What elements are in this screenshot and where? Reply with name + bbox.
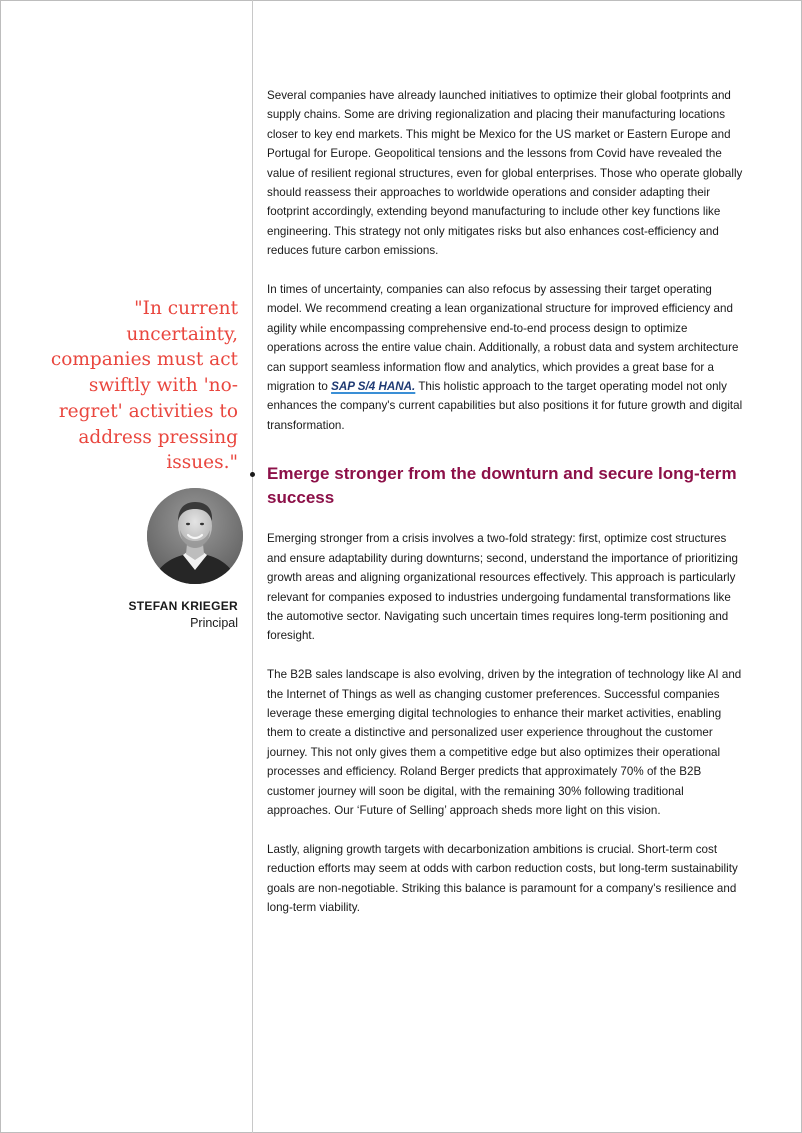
section-heading: Emerge stronger from the downturn and secure long-term success [267, 464, 737, 507]
paragraph-operating-model-text-end: This holistic approach to the target operating model not only enhances the company's current capabilities but also positions it for future growth and digital transformation. [267, 380, 743, 432]
main-column [267, 86, 745, 937]
paragraph-operating-model-text: In times of uncertainty, companies can also refocus by assessing their target operating model. We recommend creating a lean organizational structure for improved efficiency and agility while encompassing comprehensive end-to-end process design to optimize operations across the entire value chain. Additionally, a robust data and system architecture can support seamless information flow and analytics, which provides a great base for a migration to [267, 283, 739, 394]
paragraph-b2b-sales: The B2B sales landscape is also evolving, driven by the integration of technology like AI and the Internet of Things as well as changing customer preferences. Successful companies leverage these emerging digital technologies to enhance their market activities, enabling them to create a distinctive and personalized user experience throughout the customer journey. This not only gives them a competitive edge but also optimizes their operational processes and efficiency. Roland Berger predicts that approximately 70% of the B2B customer journey will soon be digital, with the remaining 30% following traditional approaches. Our ‘Future of Selling’ approach sheds more light on this vision. [267, 668, 742, 817]
section-heading-row [267, 462, 745, 509]
paragraph-operating-model [267, 280, 745, 435]
column-divider [252, 0, 253, 1133]
sap-s4-hana-link[interactable]: SAP S/4 HANA. [331, 380, 416, 394]
person-name: STEFAN KRIEGER [128, 599, 238, 613]
avatar [147, 488, 243, 584]
paragraph-decarbonization: Lastly, aligning growth targets with decarbonization ambitions is crucial. Short-term cost reduction efforts may seem at odds with carbon reduction costs, but long-term sustainability goals are non-negotiable. Striking this balance is paramount for a company's resilience and long-term viability. [267, 842, 738, 914]
pull-quote: "In current uncertainty, companies must act swiftly with 'no-regret' activities to address pressing issues." [50, 298, 238, 474]
paragraph-footprint: Several companies have already launched initiatives to optimize their global footprints and supply chains. Some are driving regionalization and placing their manufacturing locations closer to key end markets. This might be Mexico for the US market or Eastern Europe and Portugal for Europe. Geopolitical tensions and the lessons from Covid have revealed the value of resilient regional structures, even for global enterprises. Those who operate globally should reassess their approaches to worldwide operations and consider adapting their footprint accordingly, extending beyond manufacturing to include other key functions like engineering. This strategy not only mitigates risks but also enhances cost-efficiency and reduces future carbon emissions. [267, 89, 743, 258]
portrait-image [147, 488, 243, 584]
paragraph-two-fold-strategy: Emerging stronger from a crisis involves a two-fold strategy: first, optimize cost structures and ensure adaptability during downturns; second, understand the importance of prioritizing growth areas and aligning organizational resources effectively. This approach is particularly relevant for companies exposed to industries undergoing fundamental transformations like the automotive sector. Navigating such uncertain times requires long-term positioning and foresight. [267, 532, 739, 643]
person-title: Principal [190, 616, 238, 630]
